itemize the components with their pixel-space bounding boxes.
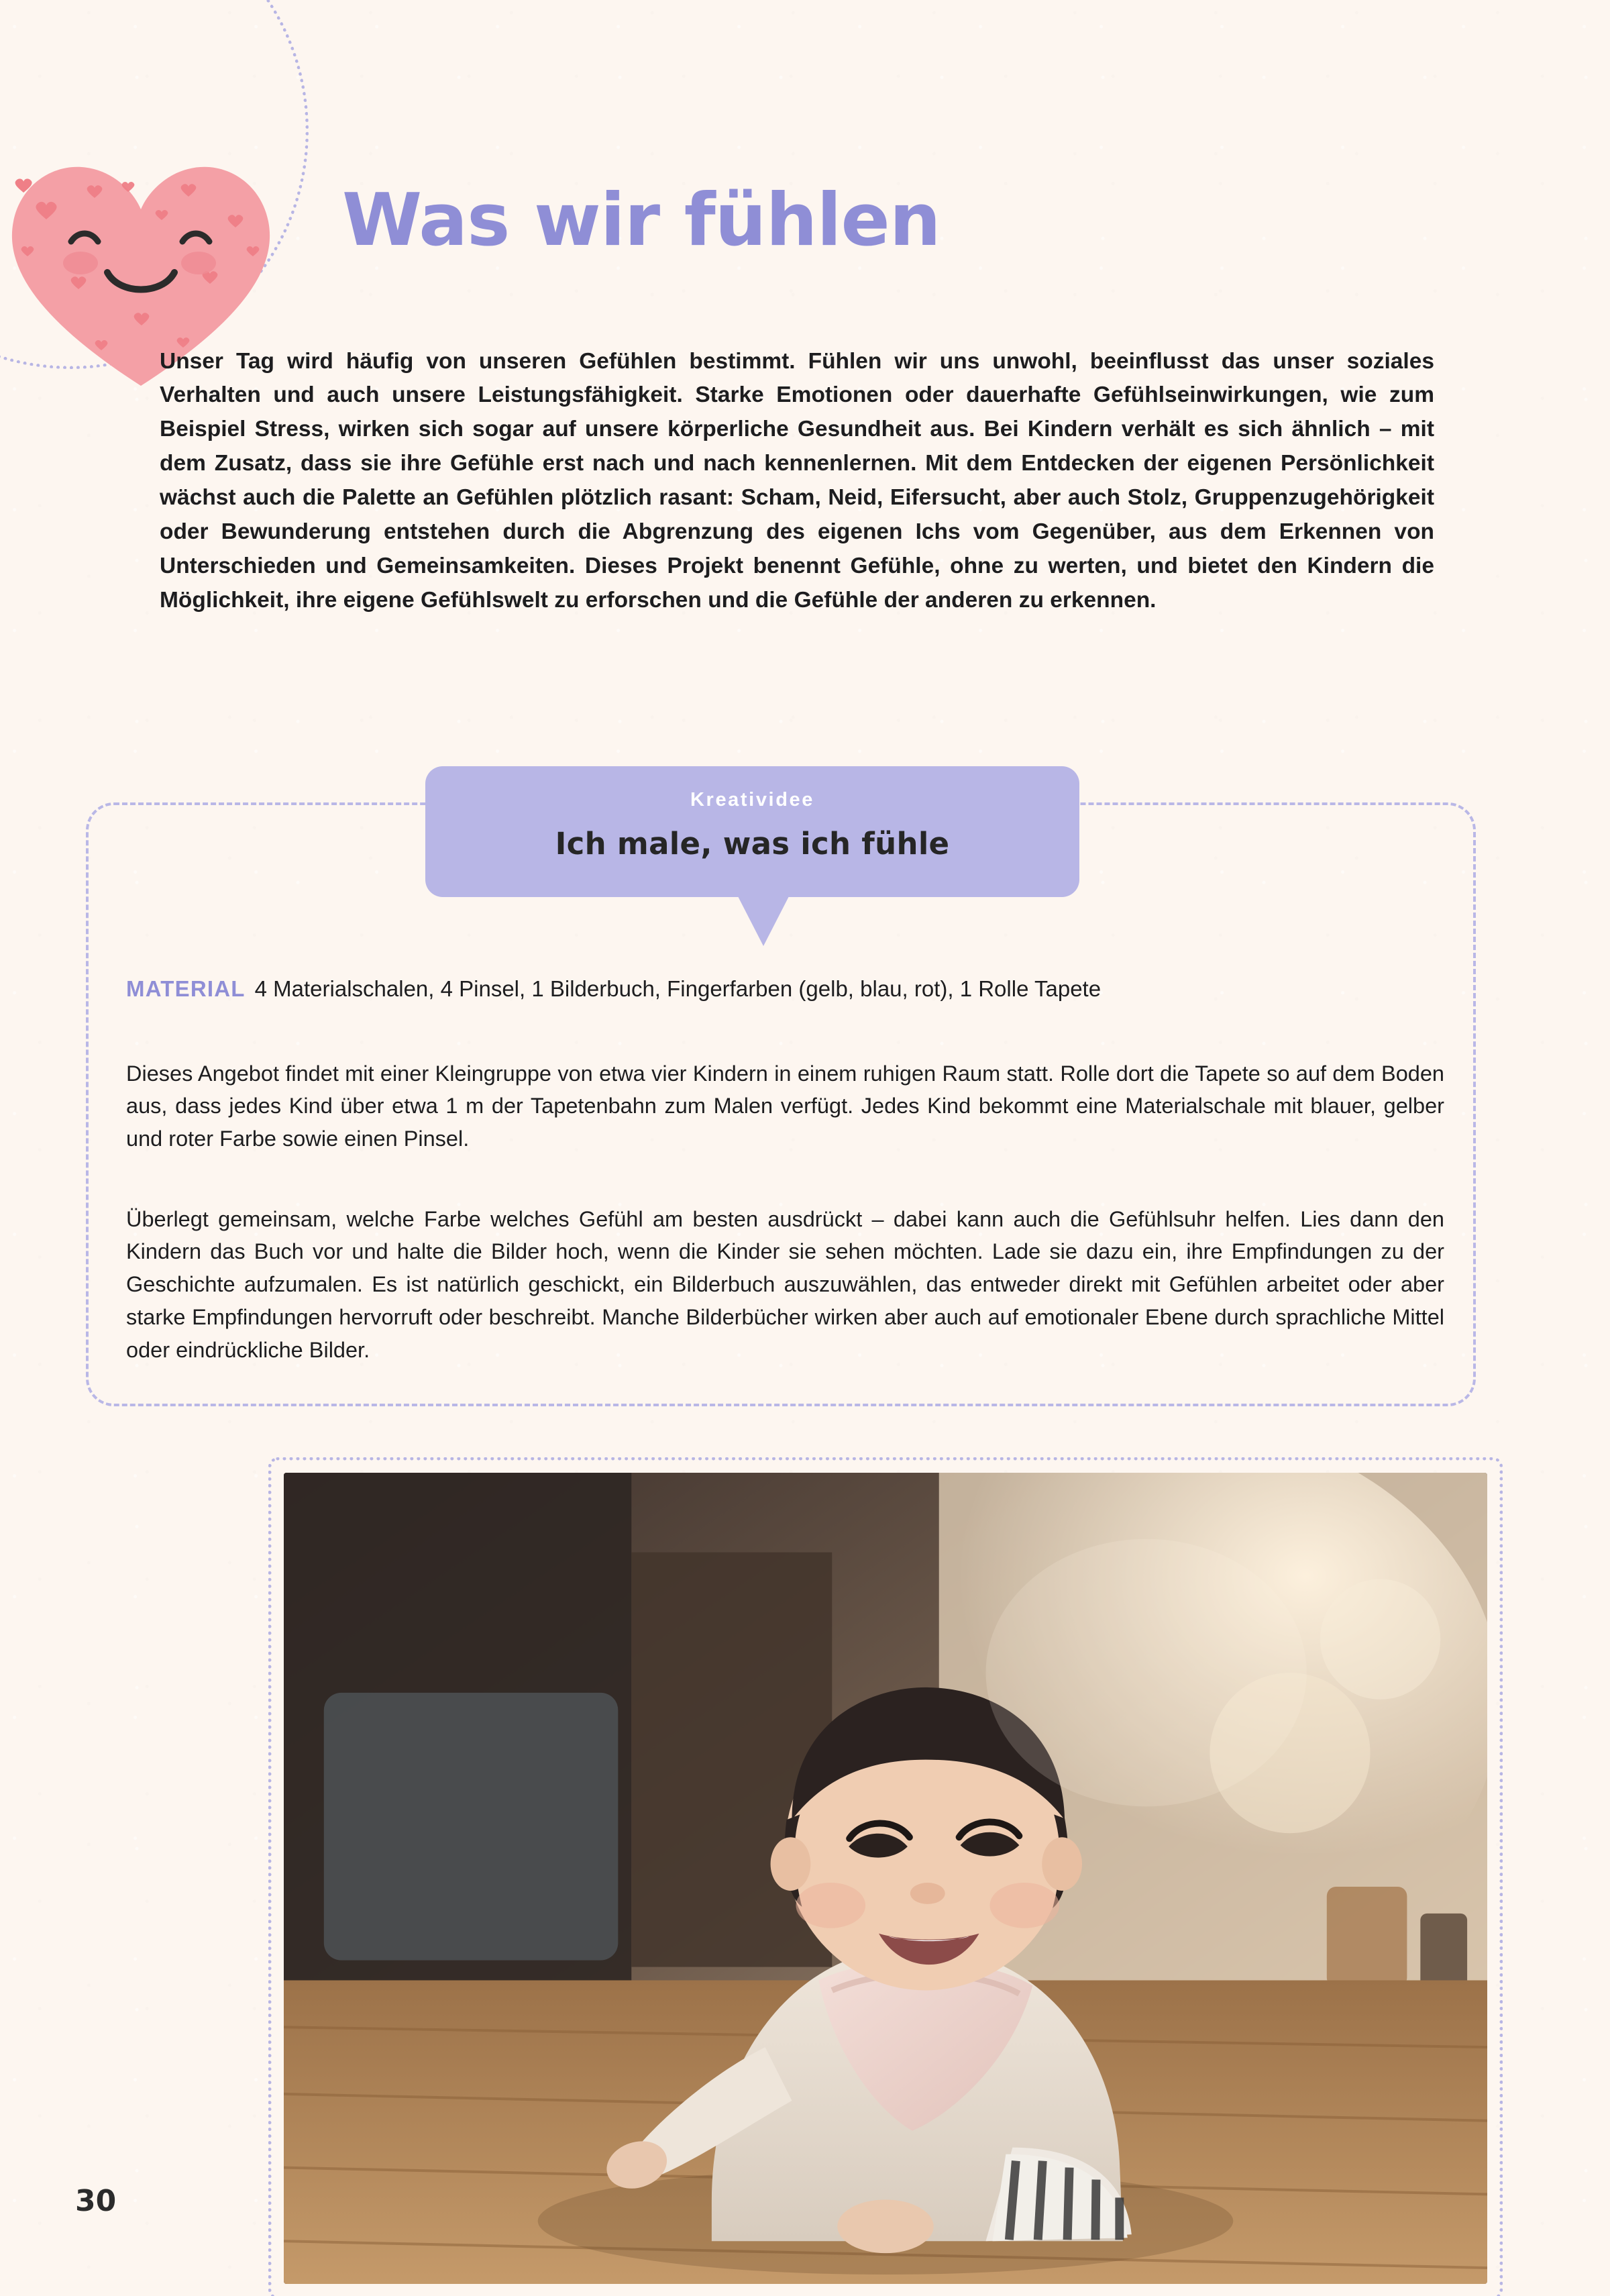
instruction-paragraph-2: Überlegt gemeinsam, welche Farbe welches Gefühl am besten ausdrückt – dabei kann auch die Gefühlsuhr helfen. Lies dann den Kindern das Buch vor und halte die Bilder hoch, wenn die Kinder sie sehen möchten. Lade sie dazu ein, ihre Empfindungen zu der Geschichte aufzumalen. Es ist natürlich geschickt, ein Bilderbuch auszuwählen, das entweder direkt mit Gefühlen arbeitet oder aber starke Empfindungen hervorruft oder beschreibt. Manche Bilderbücher wirken aber auch auf emotionaler Ebene durch sprachliche Mittel oder eindrückliche Bilder. (126, 1206, 1444, 1362)
kreatividee-title: Ich male, was ich fühle (555, 826, 950, 862)
photo-baby-on-floor (284, 1473, 1487, 2284)
instruction-paragraph-1: Dieses Angebot findet mit einer Kleingruppe von etwa vier Kindern in einem ruhigen Raum statt. Rolle dort die Tapete so auf dem Boden aus, dass jedes Kind über etwa 1 m der Tapetenbahn zum Malen verfügt. Jedes Kind bekommt eine Materialschale mit blauer, gelber und roter Farbe sowie einen Pinsel. (126, 1061, 1444, 1151)
material-line (126, 976, 1441, 1002)
intro-paragraph: Unser Tag wird häufig von unseren Gefühlen bestimmt. Fühlen wir uns unwohl, beeinflusst das unser soziales Verhalten und auch unsere Leistungsfähigkeit. Starke Emotionen oder dauerhafte Gefühlseinwirkungen, wie zum Beispiel Stress, wirken sich sogar auf unsere körperliche Gesundheit aus. Bei Kindern verhält es sich ähnlich – mit dem Zusatz, dass sie ihre Gefühle erst nach und nach kennenlernen. Mit dem Entdecken der eigenen Persönlichkeit wächst auch die Palette an Gefühlen plötzlich rasant: Scham, Neid, Eifersucht, aber auch Stolz, Gruppenzugehörigkeit oder Bewunderung entstehen durch die Abgrenzung des eigenen Ichs vom Gegenüber, aus dem Erkennen von Unterschieden und Gemeinsamkeiten. Dieses Projekt benennt Gefühle, ohne zu werten, und bietet den Kindern die Möglichkeit, ihre eigene Gefühlswelt zu erforschen und die Gefühle der anderen zu erkennen. (160, 348, 1434, 613)
material-text: 4 Materialschalen, 4 Pinsel, 1 Bilderbuch, Fingerfarben (gelb, blau, rot), 1 Rolle Tapete (254, 976, 1102, 1001)
bubble-tail (738, 896, 789, 946)
page-title: Was wir fühlen (342, 178, 941, 263)
page-number: 30 (75, 2184, 117, 2218)
material-label: MATERIAL (126, 976, 246, 1001)
kreatividee-eyebrow: Kreatividee (690, 789, 814, 811)
photo-frame (268, 1457, 1503, 2296)
kreatividee-bubble (425, 766, 1079, 897)
